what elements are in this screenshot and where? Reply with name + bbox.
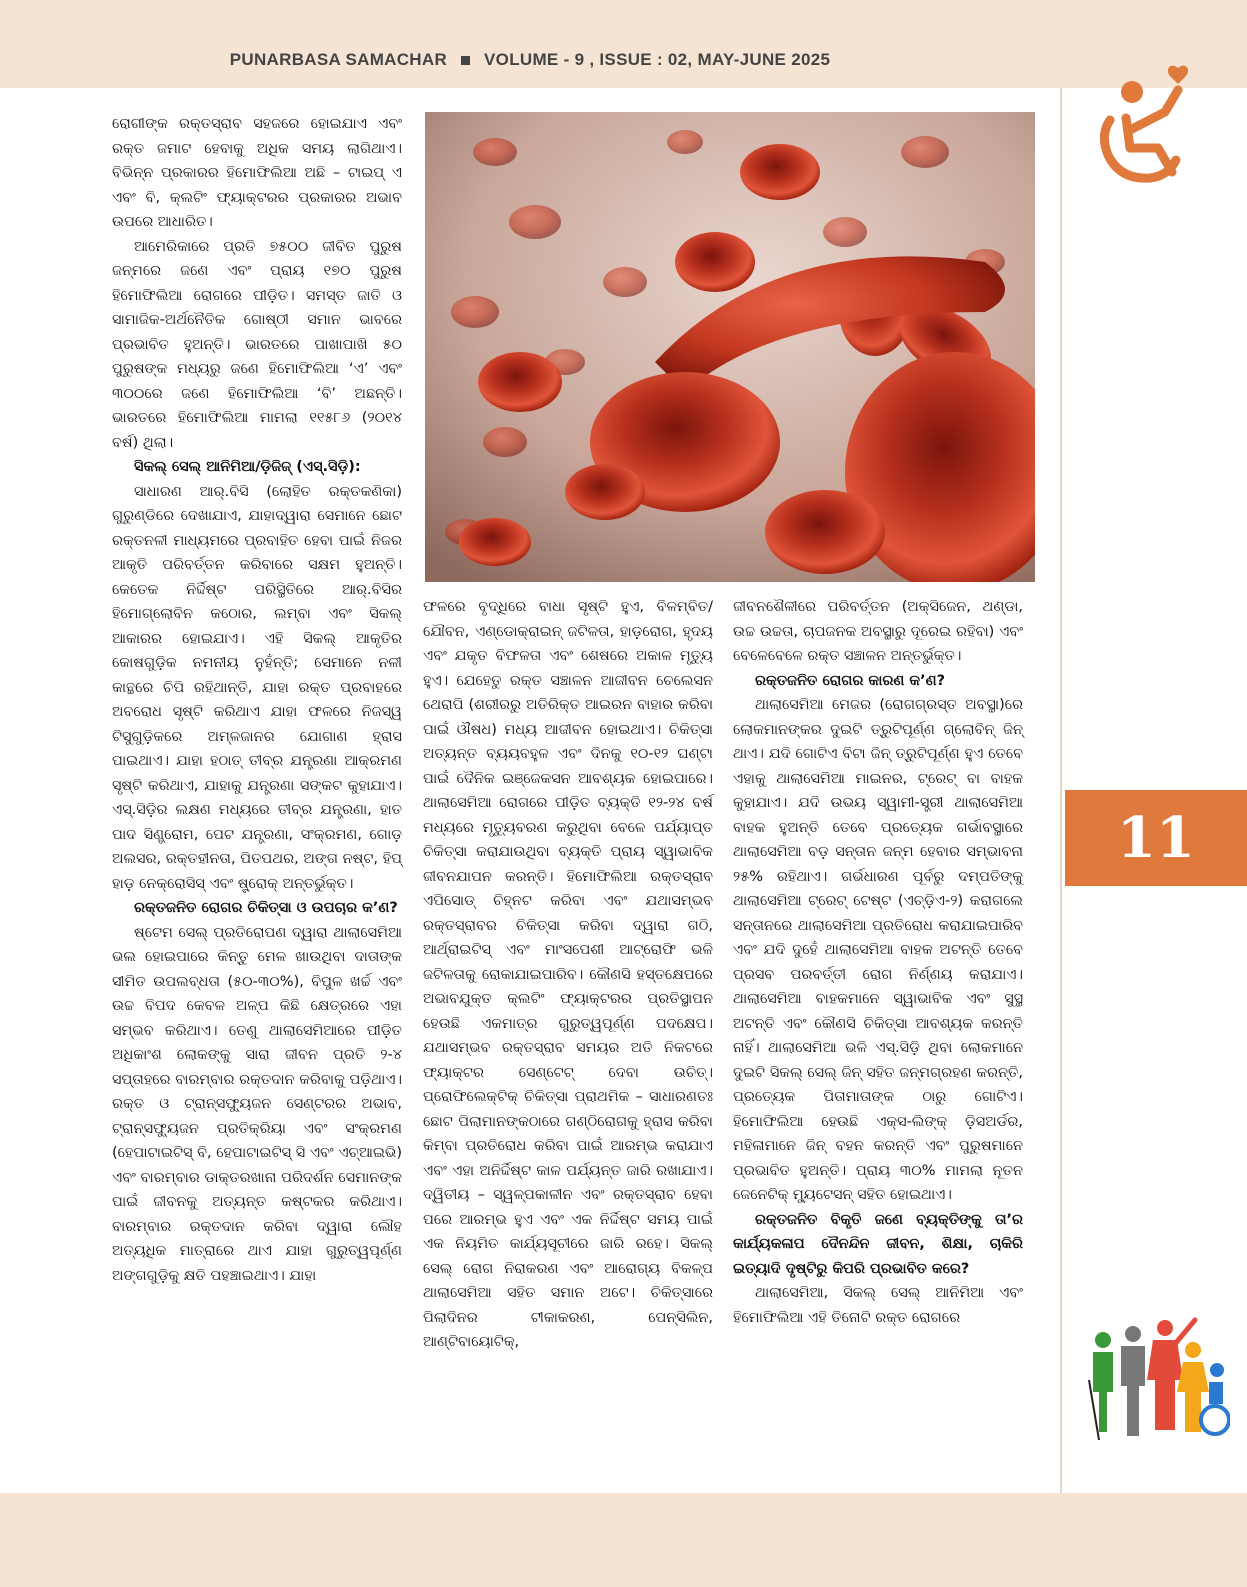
col3-paragraph-1: ଜୀବନଶୈଳୀରେ ପରିବର୍ତ୍ତନ (ଅକ୍ସିଜେନ, ଥଣ୍ଡା, ଉଚ୍ଚ ଉଚ୍ଚତା, ଚାପଜନକ ଅବସ୍ଥାରୁ ଦୂରେଇ ରହିବା) ଏବଂ ବେଳେବେଳେ ରକ୍ତ ସଞ୍ଚାଳନ ଅନ୍ତର୍ଭୁକ୍ତ।: [733, 599, 1023, 664]
col3-paragraph-3: ଥାଲାସେମିଆ, ସିକଲ୍ ସେଲ୍ ଆନିମିଆ ଏବଂ ହିମୋଫିଲିଆ ଏହି ତିନୋଟି ରକ୍ତ ରୋଗରେ: [733, 1285, 1023, 1326]
column-1: [112, 112, 402, 1288]
column-2: [423, 595, 713, 1355]
bottom-band: [0, 1493, 1247, 1587]
col3-paragraph-2: ଥାଲାସେମିଆ ମେଜର (ରୋଗଗ୍ରସ୍ତ ଅବସ୍ଥା)ରେ ଲୋକମାନଙ୍କର ଦୁଇଟି ତ୍ରୁଟିପୂର୍ଣ୍ଣ ଗ୍ଲୋବିନ୍ ଜିନ୍ ଥାଏ। ଯଦି ଗୋଟିଏ ବିଟା ଜିନ୍ ତ୍ରୁଟିପୂର୍ଣ୍ଣ ହୁଏ ତେବେ ଏହାକୁ ଥାଲାସେମିଆ ମାଇନର, ଟ୍ରେଟ୍ ବା ବାହକ କୁହାଯାଏ। ଯଦି ଉଭୟ ସ୍ୱାମୀ-ସ୍ତ୍ରୀ ଥାଲାସେମିଆ ବାହକ ହୁଅନ୍ତି ତେବେ ପ୍ରତ୍ୟେକ ଗର୍ଭାବସ୍ଥାରେ ଥାଲାସେମିଆ ବଡ଼ ସନ୍ତାନ ଜନ୍ମ ହେବାର ସମ୍ଭାବନା ୨୫% ରହିଥାଏ। ଗର୍ଭଧାରଣ ପୂର୍ବରୁ ଦମ୍ପତିଙ୍କୁ ଥାଲାସେମିଆ ଟ୍ରେଟ୍ ଟେଷ୍ଟ (ଏଚ୍ଡ଼ିଏ-୨) କରାଗଲେ ସନ୍ତାନରେ ଥାଲାସେମିଆ ପ୍ରତିରୋଧ କରାଯାଇପାରିବ ଏବଂ ଯଦି ଦୁହେଁ ଥାଲାସେମିଆ ବାହକ ଅଟନ୍ତି ତେବେ ପ୍ରସବ ପରବର୍ତ୍ତୀ ରୋଗ ନିର୍ଣ୍ଣୟ କରାଯାଏ। ଥାଲାସେମିଆ ବାହକମାନେ ସ୍ୱାଭାବିକ ଏବଂ ସୁସ୍ଥ ଅଟନ୍ତି ଏବଂ କୌଣସି ଚିକିତ୍ସା ଆବଶ୍ୟକ କରନ୍ତି ନାହିଁ। ଥାଲାସେମିଆ ଭଳି ଏସ୍.ସିଡ଼ି ଥିବା ଲୋକମାନେ ଦୁଇଟି ସିକଲ୍ ସେଲ୍ ଜିନ୍ ସହିତ ଜନ୍ମଗ୍ରହଣ କରନ୍ତି, ପ୍ରତ୍ୟେକ ପିତାମାତାଙ୍କ ଠାରୁ ଗୋଟିଏ। ହିମୋଫିଲିଆ ହେଉଛି ଏକ୍ସ-ଲିଙ୍କ୍ ଡ଼ିସଅର୍ଡର, ମହିଳାମାନେ ଜିନ୍ ବହନ କରନ୍ତି ଏବଂ ପୁରୁଷମାନେ ପ୍ରଭାବିତ ହୁଅନ୍ତି। ପ୍ରାୟ ୩୦% ମାମଲା ନୂତନ ଜେନେଟିକ୍ ମ୍ୟୁଟେସନ୍ ସହିତ ହୋଇଥାଏ।: [733, 697, 1023, 1203]
column-3: [733, 595, 1023, 1330]
people-diversity-logo-icon: [1085, 1310, 1230, 1450]
col2-paragraph-1: ଫଳରେ ବୃଦ୍ଧିରେ ବାଧା ସୃଷ୍ଟି ହୁଏ, ବିଳମ୍ବିତ/ ଯୌବନ, ଏଣ୍ଡୋକ୍ରାଇନ୍ ଜଟିଳତା, ହାଡ଼ରୋଗ, ହୃଦୟ ଏବଂ ଯକୃତ ବିଫଳତା ଏବଂ ଶେଷରେ ଅକାଳ ମୃତ୍ୟୁ ହୁଏ। ଯେହେତୁ ରକ୍ତ ସଞ୍ଚାଳନ ଆଜୀବନ ଚେଲେସନ ଥେରାପି (ଶରୀରରୁ ଅତିରିକ୍ତ ଆଇରନ ବାହାର କରିବା ପାଇଁ ଔଷଧ) ମଧ୍ୟ ଆଜୀବନ ହୋଇଥାଏ। ଚିକିତ୍ସା ଅତ୍ୟନ୍ତ ବ୍ୟୟବହୁଳ ଏବଂ ଦିନକୁ ୧୦-୧୨ ଘଣ୍ଟା ପାଇଁ ଦୈନିକ ଇଞ୍ଜେକସନ ଆବଶ୍ୟକ ହୋଇପାରେ। ଥାଲାସେମିଆ ରୋଗରେ ପୀଡ଼ିତ ବ୍ୟକ୍ତି ୧୨-୨୪ ବର୍ଷ ମଧ୍ୟରେ ମୃତ୍ୟୁବରଣ କରୁଥିବା ବେଳେ ପର୍ଯ୍ୟାପ୍ତ ଚିକିତ୍ସା କରାଯାଉଥିବା ବ୍ୟକ୍ତି ପ୍ରାୟ ସ୍ୱାଭାବିକ ଜୀବନଯାପନ କରନ୍ତି। ହିମୋଫିଲିଆ ରକ୍ତସ୍ରାବ ଏପିସୋଡ୍ ଚିହ୍ନଟ କରିବା ଏବଂ ଯଥାସମ୍ଭବ ରକ୍ତସ୍ରାବର ଚିକିତ୍ସା କରିବା ଦ୍ୱାରା ଗଠି, ଆର୍ଥ୍ରାଇଟିସ୍ ଏବଂ ମାଂସପେଶୀ ଆଟ୍ରୋଫି ଭଳି ଜଟିଳତାକୁ ରୋକାଯାଇପାରିବ। କୌଣସି ହସ୍ତକ୍ଷେପରେ ଅଭାବଯୁକ୍ତ କ୍ଲଟିଂ ଫ୍ୟାକ୍ଟରର ପ୍ରତିସ୍ଥାପନ ହେଉଛି ଏକମାତ୍ର ଗୁରୁତ୍ୱପୂର୍ଣ୍ଣ ପଦକ୍ଷେପ। ଯଥାସମ୍ଭବ ରକ୍ତସ୍ରାବ ସମୟର ଅତି ନିକଟରେ ଫ୍ୟାକ୍ଟର ସେଣ୍ଟେଟ୍ ଦେବା ଉଚିତ୍। ପ୍ରୋଫିଲେକ୍ଟିକ୍ ଚିକିତ୍ସା ପ୍ରାଥମିକ – ସାଧାରଣତଃ ଛୋଟ ପିଲାମାନଙ୍କଠାରେ ଗଣ୍ଠିରୋଗକୁ ହ୍ରାସ କରିବା କିମ୍ବା ପ୍ରତିରୋଧ କରିବା ପାଇଁ ଆରମ୍ଭ କରାଯାଏ ଏବଂ ଏହା ଅନିର୍ଦ୍ଦିଷ୍ଟ କାଳ ପର୍ଯ୍ୟନ୍ତ ଜାରି ରଖାଯାଏ। ଦ୍ୱିତୀୟ – ସ୍ୱଳ୍ପକାଳୀନ ଏବଂ ରକ୍ତସ୍ରାବ ହେବା ପରେ ଆରମ୍ଭ ହୁଏ ଏବଂ ଏକ ନିର୍ଦ୍ଦିଷ୍ଟ ସମୟ ପାଇଁ ଏକ ନିୟମିତ କାର୍ଯ୍ୟସୂଚୀରେ ଜାରି ରହେ। ସିକଲ୍ ସେଲ୍ ରୋଗ ନିରାକରଣ ଏବଂ ଆରୋଗ୍ୟ ବିକଳ୍ପ ଥାଲାସେମିଆ ସହିତ ସମାନ ଅଟେ। ଚିକିତ୍ସାରେ ପିଲାଦିନର ଟୀକାକରଣ, ପେନ୍ସିଲିନ, ଆଣ୍ଟିବାୟୋଟିକ୍,: [423, 599, 713, 1350]
top-band: [0, 0, 1247, 88]
col1-paragraph-2: ଆମେରିକାରେ ପ୍ରତି ୭୫୦୦ ଜୀବିତ ପୁରୁଷ ଜନ୍ମରେ ଜଣେ ଏବଂ ପ୍ରାୟ ୧୭୦ ପୁରୁଷ ହିମୋଫିଲିଆ ରୋଗରେ ପୀଡ଼ିତ। ସମସ୍ତ ଜାତି ଓ ସାମାଜିକ-ଅର୍ଥନୈତିକ ଗୋଷ୍ଠୀ ସମାନ ଭାବରେ ପ୍ରଭାବିତ ହୁଅନ୍ତି। ଭାରତରେ ପାଖାପାଖି ୫୦ ପୁରୁଷଙ୍କ ମଧ୍ୟରୁ ଜଣେ ହିମୋଫିଲିଆ ‘ଏ’ ଏବଂ ୩୦୦ରେ ଜଣେ ହିମୋଫିଲିଆ ‘ବି’ ଅଛନ୍ତି। ଭାରତରେ ହିମୋଫିଲିଆ ମାମଲା ୧୧୫୮୬ (୨୦୧୪ ବର୍ଷ) ଥିଲା।: [112, 238, 402, 451]
col1-paragraph-4: ଷ୍ଟେମ ସେଲ୍ ପ୍ରତିରୋପଣ ଦ୍ୱାରା ଥାଲାସେମିଆ ଭଲ ହୋଇପାରେ କିନ୍ତୁ ମେଳ ଖାଉଥିବା ଦାତାଙ୍କ ସୀମିତ ଉପଲବ୍ଧତା (୫୦-୩୦%), ବିପୁଳ ଖର୍ଚ୍ଚ ଏବଂ ଉଚ୍ଚ ବିପଦ କେବଳ ଅଳ୍ପ କିଛି କ୍ଷେତ୍ରରେ ଏହା ସମ୍ଭବ କରିଥାଏ। ତେଣୁ ଥାଲାସେମିଆରେ ପୀଡ଼ିତ ଅଧିକାଂଶ ଲୋକଙ୍କୁ ସାରା ଜୀବନ ପ୍ରତି ୨-୪ ସପ୍ତାହରେ ବାରମ୍ବାର ରକ୍ତଦାନ କରିବାକୁ ପଡ଼ିଥାଏ। ରକ୍ତ ଓ ଟ୍ରାନ୍ସଫ୍ୟୁଜନ ସେଣ୍ଟରର ଅଭାବ, ଟ୍ରାନ୍ସଫ୍ୟୁଜନ ପ୍ରତିକ୍ରିୟା ଏବଂ ସଂକ୍ରମଣ (ହେପାଟାଇଟିସ୍ ବି, ହେପାଟାଇଟିସ୍ ସି ଏବଂ ଏଚ୍ଆଇଭି) ଏବଂ ବାରମ୍ବାର ଡାକ୍ତରଖାନା ପରିଦର୍ଶନ ସେମାନଙ୍କ ପାଇଁ ଜୀବନକୁ ଅତ୍ୟନ୍ତ କଷ୍ଟକର କରିଥାଏ। ବାରମ୍ବାର ରକ୍ତଦାନ କରିବା ଦ୍ୱାରା ଲୌହ ଅତ୍ୟଧିକ ମାତ୍ରାରେ ଥାଏ ଯାହା ଗୁରୁତ୍ୱପୂର୍ଣ୍ଣ ଅଙ୍ଗଗୁଡ଼ିକୁ କ୍ଷତି ପହଞ୍ଚାଇଥାଏ। ଯାହା: [112, 924, 402, 1284]
issue-info: VOLUME - 9 , ISSUE : 02, MAY-JUNE 2025: [484, 50, 831, 69]
col1-paragraph-1: ରୋଗୀଙ୍କ ରକ୍ତସ୍ରାବ ସହଜରେ ହୋଇଯାଏ ଏବଂ ରକ୍ତ ଜମାଟ ହେବାକୁ ଅଧିକ ସମୟ ଲାଗିଥାଏ। ବିଭିନ୍ନ ପ୍ରକାରର ହିମୋଫିଲିଆ ଅଛି – ଟାଇପ୍ ଏ ଏବଂ ବି, କ୍ଲଟିଂ ଫ୍ୟାକ୍ଟରର ପ୍ରକାରର ଅଭାବ ଉପରେ ଆଧାରିତ।: [112, 116, 402, 230]
col1-heading-treatment: ରକ୍ତଜନିତ ରୋଗର ଚିକିତ୍ସା ଓ ଉପଚାର କ’ଣ?: [134, 900, 398, 916]
separator-square-icon: [461, 56, 470, 65]
col3-heading-causes: ରକ୍ତଜନିତ ରୋଗର କାରଣ କ’ଣ?: [755, 672, 946, 689]
red-blood-cells-image: [425, 112, 1035, 582]
page-number: 11: [1065, 790, 1247, 886]
col3-heading-impact: ରକ୍ତଜନିତ ବିକୃତି ଜଣେ ବ୍ୟକ୍ତିଙ୍କୁ ତା’ର କାର୍ଯ୍ୟକଳାପ ଦୈନନ୍ଦିନ ଜୀବନ, ଶିକ୍ଷା, ଚାକିରି ଇତ୍ୟାଦି ଦୃଷ୍ଟିରୁ କିପରି ପ୍ରଭାବିତ କରେ?: [733, 1211, 1023, 1277]
wheelchair-heart-logo-icon: [1080, 60, 1200, 190]
publication-name: PUNARBASA SAMACHAR: [229, 50, 448, 69]
page-header: [0, 50, 1060, 70]
col1-paragraph-3: ସାଧାରଣ ଆର୍.ବିସି (ଲୋହିତ ରକ୍ତକଣିକା) ଗୁରୁଣ୍ଡିରେ ଦେଖାଯାଏ, ଯାହାଦ୍ୱାରା ସେମାନେ ଛୋଟ ରକ୍ତନଳୀ ମାଧ୍ୟମରେ ପ୍ରବାହିତ ହେବା ପାଇଁ ନିଜର ଆକୃତି ପରିବର୍ତ୍ତନ କରିବାରେ ସକ୍ଷମ ହୁଅନ୍ତି। କେତେକ ନିର୍ଦ୍ଦିଷ୍ଟ ପରିସ୍ଥିତିରେ ଆର୍.ବିସିର ହିମୋଗ୍ଲୋବିନ କଠୋର, ଲମ୍ବା ଏବଂ ସିକଲ୍ ଆକାରର ହୋଇଯାଏ। ଏହି ସିକଲ୍ ଆକୃତିର କୋଷଗୁଡ଼ିକ ନମନୀୟ ନୁହଁନ୍ତି; ସେମାନେ ନଳୀ କାନ୍ଥରେ ଚିପି ରହିଥାନ୍ତି, ଯାହା ରକ୍ତ ପ୍ରବାହରେ ଅବରୋଧ ସୃଷ୍ଟି କରିଥାଏ ଯାହା ଫଳରେ ନିଜସ୍ୱ ଟିସୁଗୁଡ଼ିକରେ ଅମ୍ଳଜାନର ଯୋଗାଣ ହ୍ରାସ ପାଇଥାଏ। ଯାହା ହଠାତ୍ ତୀବ୍ର ଯନ୍ତ୍ରଣା ଆକ୍ରମଣ ସୃଷ୍ଟି କରିଥାଏ, ଯାହାକୁ ଯନ୍ତ୍ରଣା ସଙ୍କଟ କୁହାଯାଏ। ଏସ୍.ସିଡ଼ିର ଲକ୍ଷଣ ମଧ୍ୟରେ ତୀବ୍ର ଯନ୍ତ୍ରଣା, ହାତ ପାଦ ସିଣ୍ଡ୍ରୋମ, ପେଟ ଯନ୍ତ୍ରଣା, ସଂକ୍ରମଣ, ଗୋଡ଼ ଅଲସର, ରକ୍ତହୀନତା, ପିତପଥର, ଅଙ୍ଗ ନଷ୍ଟ, ହିପ୍ ହାଡ଼ ନେକ୍ରୋସିସ୍ ଏବଂ ଷ୍ଟ୍ରୋକ୍ ଅନ୍ତର୍ଭୁକ୍ତ।: [112, 483, 402, 892]
col1-heading-sickle-cell: ସିକଲ୍ ସେଲ୍ ଆନିମିଆ/ଡ଼ିଜିଜ୍ (ଏସ୍.ସିଡ଼ି):: [134, 459, 361, 475]
